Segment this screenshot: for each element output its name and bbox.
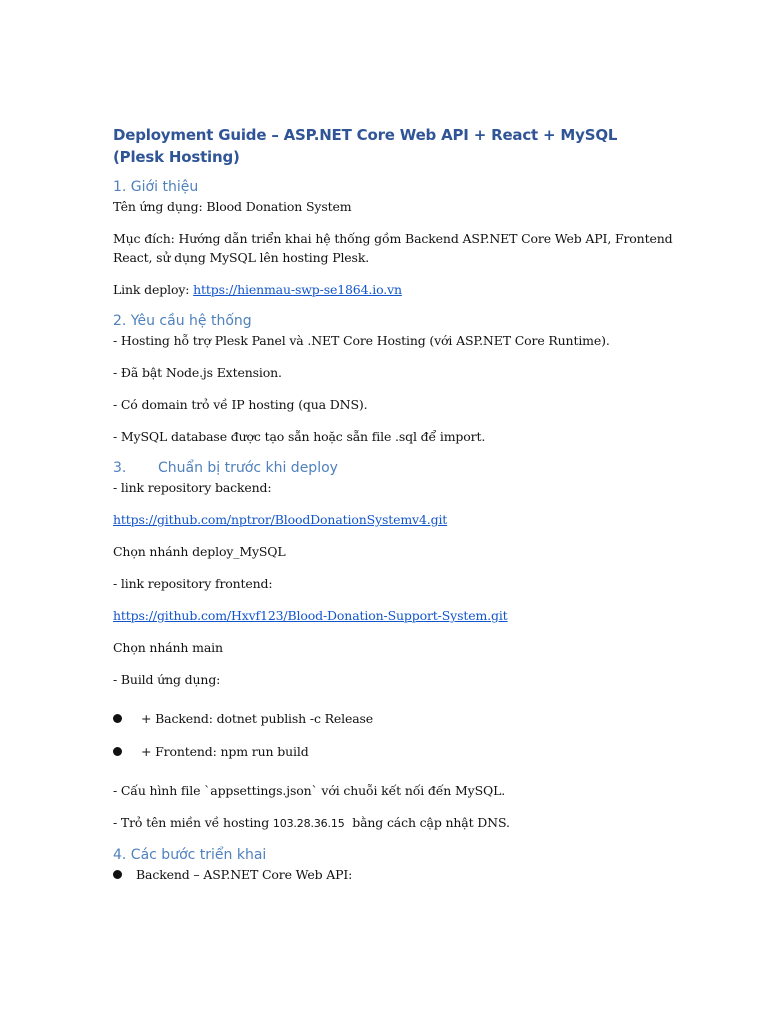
backend-repo-label: - link repository backend: [113,480,272,495]
build-label: - Build ứng dụng: [113,672,221,687]
bullet-icon [113,747,122,756]
heading-preparation [113,459,673,477]
deploy-link-line [113,280,673,299]
config-text: - Cấu hình file `appsettings.json` với chuỗi kết nối đến MySQL. [113,783,506,798]
build-backend-text: + Backend: dotnet publish -c Release [141,711,374,726]
frontend-repo-label: - link repository frontend: [113,576,273,591]
frontend-repo-link[interactable]: https://github.com/Hxvf123/Blood-Donation-Support-System.git [113,608,508,623]
requirement-item: - Đã bật Node.js Extension. [113,365,282,380]
list-item [113,709,673,728]
deploy-link-label: Link deploy: [113,282,194,297]
backend-branch-text: Chọn nhánh deploy_MySQL [113,544,286,559]
backend-step-text: Backend – ASP.NET Core Web API: [136,867,353,882]
document-title: Deployment Guide – ASP.NET Core Web API + React + MySQL (Plesk Hosting) [113,126,618,166]
dns-prefix: - Trỏ tên miền về hosting [113,815,273,830]
app-name-text: Tên ứng dụng: Blood Donation System [113,199,352,214]
dns-ip: 103.28.36.15 [272,817,345,830]
list-item [113,742,673,761]
bullet-icon [113,714,122,723]
backend-repo-link[interactable]: https://github.com/nptror/BloodDonationSystemv4.git [113,512,448,527]
document-page [113,124,673,898]
requirement-item: - Hosting hỗ trợ Plesk Panel và .NET Core Hosting (với ASP.NET Core Runtime). [113,333,610,348]
requirement-item: - Có domain trỏ về IP hosting (qua DNS). [113,397,368,412]
purpose-text: Mục đích: Hướng dẫn triển khai hệ thống gồm Backend ASP.NET Core Web API, Frontend React, sử dụng MySQL lên hosting Plesk. [113,231,673,265]
heading-deploy-steps: 4. Các bước triển khai [113,847,267,863]
heading-preparation-text: Chuẩn bị trước khi deploy [158,460,338,476]
build-frontend-text: + Frontend: npm run build [141,744,309,759]
requirement-item: - MySQL database được tạo sẵn hoặc sẵn file .sql để import. [113,429,486,444]
list-item [113,865,673,884]
deploy-link[interactable]: https://hienmau-swp-se1864.io.vn [193,282,402,297]
heading-preparation-number: 3. [113,460,127,476]
dns-suffix: bằng cách cập nhật DNS. [344,815,510,830]
dns-text [113,813,673,833]
bullet-icon [113,870,122,879]
frontend-branch-text: Chọn nhánh main [113,640,223,655]
heading-introduction: 1. Giới thiệu [113,179,199,195]
heading-requirements: 2. Yêu cầu hệ thống [113,313,252,329]
